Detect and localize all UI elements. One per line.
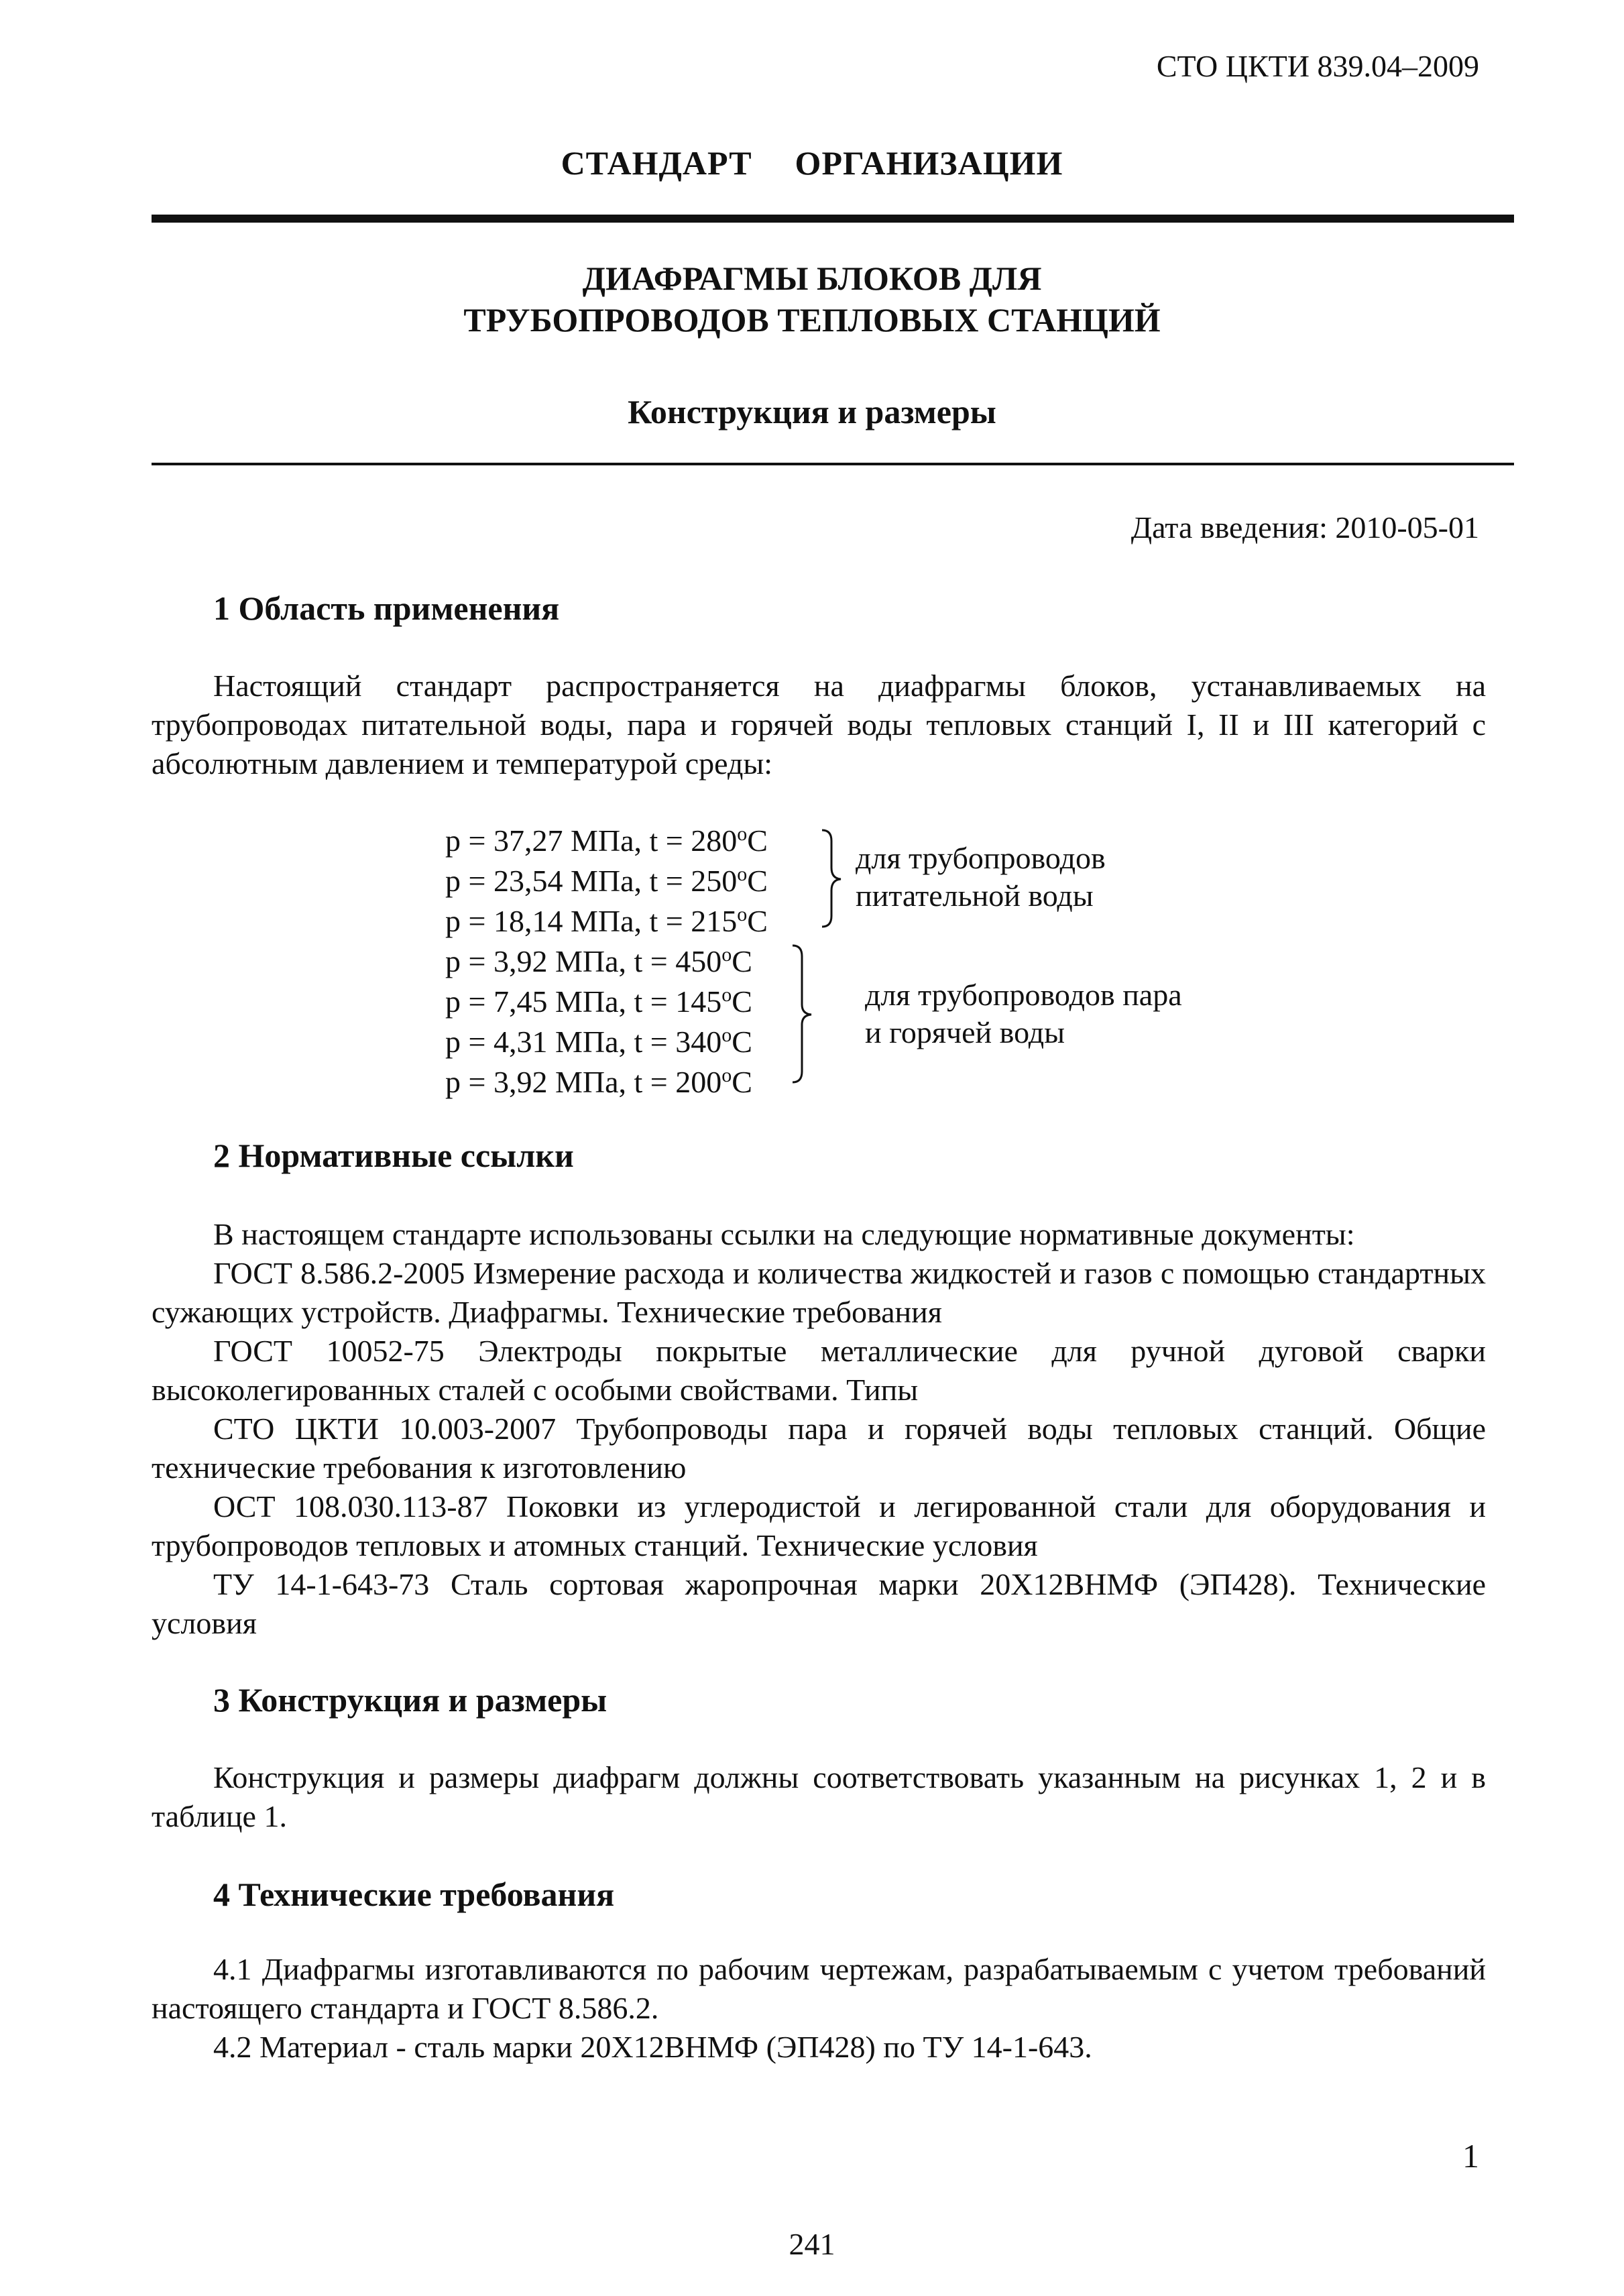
section-3-paragraph: Конструкция и размеры диафрагм должны соответствовать указанным на рисунках 1, 2 и в таблице 1. bbox=[152, 1760, 1486, 1833]
feedwater-group-label: для трубопроводов питательной воды bbox=[856, 841, 1106, 913]
requirement-item: 4.1 Диафрагмы изготавливаются по рабочим чертежам, разрабатываемым с учетом требований настоящего стандарта и ГОСТ 8.586.2. bbox=[152, 1952, 1486, 2025]
organization-title bbox=[0, 144, 1624, 182]
section-1-paragraph: Настоящий стандарт распространяется на диафрагмы блоков, устанавливаемых на трубопроводах питательной воды, пара и горячей воды тепловых станций I, II и III категорий с абсолютным давлением и температурой среды: bbox=[152, 669, 1486, 781]
reference-item: ГОСТ 8.586.2-2005 Измерение расхода и количества жидкостей и газов с помощью стандартных сужающих устройств. Диафрагмы. Технические требования bbox=[152, 1256, 1486, 1329]
formula-line: p = 37,27 МПа, $t = 280^oC$ bbox=[445, 823, 768, 858]
introduction-date: Дата введения: 2010-05-01 bbox=[1130, 510, 1479, 544]
thin-divider bbox=[152, 463, 1514, 465]
section-2-heading: 2 Нормативные ссылки bbox=[213, 1137, 574, 1174]
brace-steam-icon bbox=[790, 944, 817, 1085]
section-3-text bbox=[152, 1758, 1486, 1836]
formula-line: p = 23,54 МПа, $t = 250^oC$ bbox=[445, 863, 768, 898]
page-number: 1 bbox=[1462, 2137, 1479, 2175]
document-title bbox=[0, 257, 1624, 341]
organization-title-word2: ОРГАНИЗАЦИИ bbox=[795, 144, 1063, 182]
organization-title-word1: СТАНДАРТ bbox=[561, 144, 752, 182]
reference-item: ГОСТ 10052-75 Электроды покрытые металлические для ручной дуговой сварки высоколегированных сталей с особыми свойствами. Типы bbox=[152, 1334, 1486, 1407]
formula-line: p = 3,92 МПа, $t = 200^oC$ bbox=[445, 1064, 752, 1099]
formula-line: p = 7,45 МПа, $t = 145^oC$ bbox=[445, 984, 752, 1019]
document-title-line1: ДИАФРАГМЫ БЛОКОВ ДЛЯ bbox=[582, 260, 1042, 297]
section-3-heading: 3 Конструкция и размеры bbox=[213, 1681, 607, 1719]
reference-intro: В настоящем стандарте использованы ссылки на следующие нормативные документы: bbox=[213, 1217, 1355, 1251]
thick-divider bbox=[152, 215, 1514, 223]
section-1-heading: 1 Область применения bbox=[213, 589, 560, 627]
requirement-item: 4.2 Материал - сталь марки 20Х12ВНМФ (ЭП428) по ТУ 14-1-643. bbox=[213, 2030, 1092, 2064]
section-2-text bbox=[152, 1215, 1486, 1643]
formula-line: p = 4,31 МПа, $t = 340^oC$ bbox=[445, 1024, 752, 1059]
steam-group-label: для трубопроводов пара и горячей воды bbox=[865, 978, 1182, 1049]
formula-line: p = 18,14 МПа, $t = 215^oC$ bbox=[445, 903, 768, 938]
folio-number: 241 bbox=[789, 2227, 835, 2261]
document-title-line2: ТРУБОПРОВОДОВ ТЕПЛОВЫХ СТАНЦИЙ bbox=[463, 301, 1161, 339]
section-4-heading: 4 Технические требования bbox=[213, 1876, 615, 1913]
section-4-text bbox=[152, 1950, 1486, 2067]
section-1-text bbox=[152, 667, 1486, 783]
reference-item: ОСТ 108.030.113-87 Поковки из углеродистой и легированной стали для оборудования и трубопроводов тепловых и атомных станций. Технические условия bbox=[152, 1489, 1486, 1562]
document-code: СТО ЦКТИ 839.04–2009 bbox=[1156, 49, 1479, 83]
formula-list bbox=[445, 821, 768, 1102]
reference-item: СТО ЦКТИ 10.003-2007 Трубопроводы пара и горячей воды тепловых станций. Общие технические требования к изготовлению bbox=[152, 1412, 1486, 1485]
brace-feedwater-icon bbox=[819, 829, 846, 929]
reference-item: ТУ 14-1-643-73 Сталь сортовая жаропрочная марки 20Х12ВНМФ (ЭП428). Технические условия bbox=[152, 1567, 1486, 1640]
document-subtitle: Конструкция и размеры bbox=[628, 393, 996, 431]
formula-line: p = 3,92 МПа, $t = 450^oC$ bbox=[445, 943, 752, 978]
